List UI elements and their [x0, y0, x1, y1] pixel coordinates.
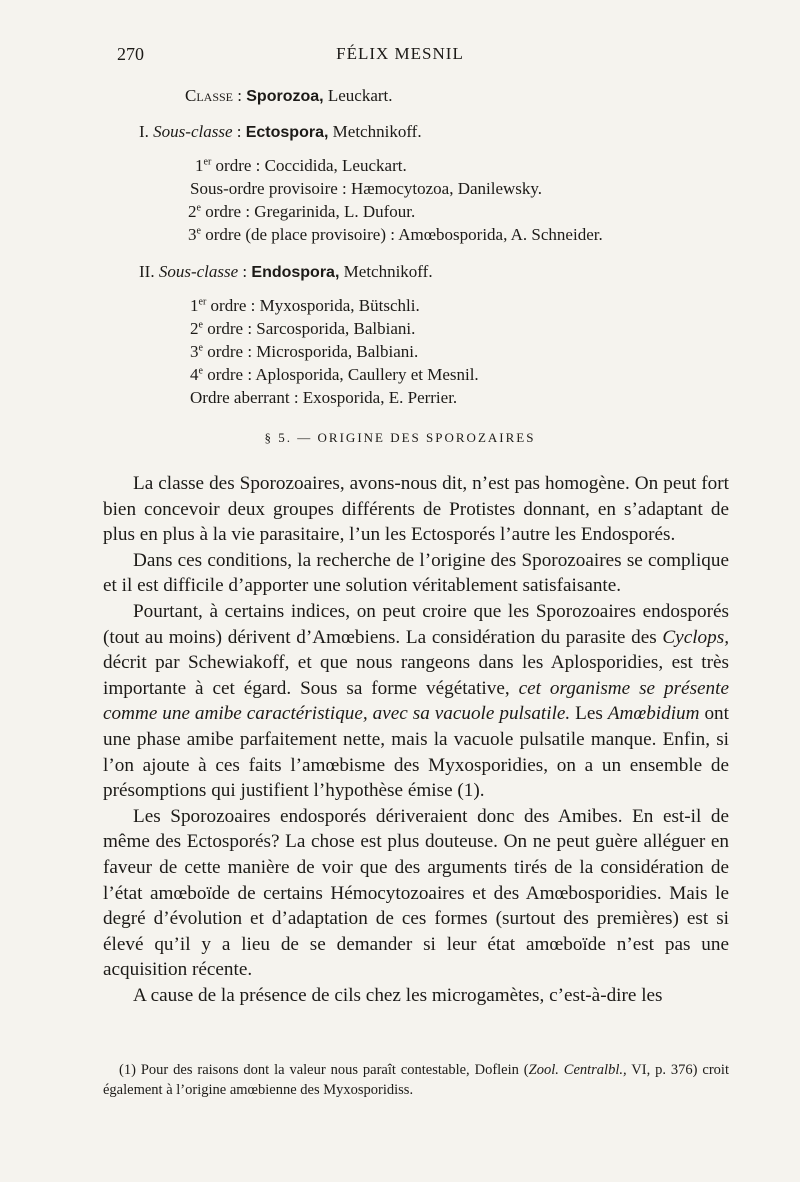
order-line: [195, 156, 407, 176]
paragraph: Dans ces conditions, la recherche de l’origine des Sporozoaires se complique et il est difficile d’apporter une solution véritablement satisfaisante.: [103, 549, 729, 597]
page-number: 270: [117, 44, 144, 64]
subclass-numeral: I.: [139, 122, 149, 141]
text-run: Les: [570, 703, 608, 725]
order-ordinal: e: [198, 342, 203, 354]
order-number: 3: [188, 225, 197, 244]
text-run: Pourtant, à certains indices, on peut croire que les Sporozoaires endosporés (tout au moins) dérivent d’Amœbiens. La considération du parasite des: [103, 600, 729, 648]
order-number: 1: [195, 156, 204, 175]
order-ordinal: er: [198, 296, 207, 308]
footnote-text: VI, p. 376) croit également à l’origine amœbienne des Myxosporidiss.: [103, 1062, 729, 1098]
section-dash: —: [292, 430, 318, 445]
aberrant-order-line: [190, 388, 457, 408]
classe-sep: :: [233, 86, 247, 105]
subclass-numeral: II.: [139, 262, 155, 281]
order-line: [188, 225, 603, 245]
order-text: ordre : Aplosporida, Caullery et Mesnil.: [202, 365, 479, 384]
order-ordinal: er: [203, 156, 212, 168]
order-text: Ordre aberrant : Exosporida, E. Perrier.: [190, 388, 458, 407]
running-title: FÉLIX MESNIL: [336, 44, 464, 63]
subclass-authority: Metchnikoff.: [339, 262, 433, 281]
section-title: ORIGINE DES SPOROZAIRES: [317, 430, 536, 445]
footnote-text: (1) Pour des raisons dont la valeur nous paraît contestable, Doflein (: [119, 1062, 529, 1078]
suborder-line: [190, 179, 542, 199]
order-line: [190, 342, 418, 362]
paragraph: A cause de la présence de cils chez les microgamètes, c’est-à-dire les: [133, 984, 663, 1006]
classe-label: Classe: [185, 86, 234, 105]
text-run: décrit par Schewiakoff, et que nous rangeons dans les Aplosporidies, est très importante à cet égard. Sous sa forme végétative,: [103, 652, 729, 699]
order-ordinal: e: [196, 202, 201, 214]
genus-name: Amœbidium: [607, 703, 700, 725]
text-run: ont une phase amibe parfaitement nette, mais la vacuole pulsatile manque. Enfin, si l’on ajoute à ces faits l’amœbisme des Myxosporidies, on a un ensemble de présomptions qui justifient l’hypothèse émise (1).: [103, 703, 729, 802]
subclass-sep: :: [232, 122, 246, 141]
order-text: ordre (de place provisoire) : Amœbosporida, A. Schneider.: [200, 225, 603, 244]
subclass-label: Sous-classe: [158, 262, 239, 281]
order-number: 2: [190, 319, 199, 338]
order-text: ordre : Microsporida, Balbiani.: [202, 342, 419, 361]
order-line: [190, 296, 420, 316]
subclass-taxon: Ectospora,: [245, 124, 329, 141]
order-ordinal: e: [198, 365, 203, 377]
order-line: [190, 365, 479, 385]
classe-line: [185, 86, 393, 106]
order-number: 3: [190, 342, 199, 361]
running-head: [0, 44, 800, 70]
classe-taxon: Sporozoa,: [246, 88, 324, 105]
genus-name: Cyclops,: [662, 626, 729, 648]
journal-title: Zool. Centralbl.,: [528, 1062, 627, 1078]
order-number: 2: [188, 202, 197, 221]
subclass-authority: Metchnikoff.: [328, 122, 422, 141]
subclass-sep: :: [238, 262, 252, 281]
order-text: ordre : Myxosporida, Bütschli.: [206, 296, 420, 315]
subclass-label: Sous-classe: [153, 122, 233, 141]
order-number: 1: [190, 296, 199, 315]
body-text: [103, 471, 729, 1008]
paragraph: Les Sporozoaires endosporés dériveraient donc des Amibes. En est-il de même des Ectosporés? La chose est plus douteuse. On ne peut guère alléguer en faveur de cette manière de voir que des arguments tirés de la considération de l’état amœboïde de certains Hémocytozoaires et des Amœbosporidies. Mais le degré d’évolution et d’adaptation de ces formes (surtout des premières) est si élevé qu’il y a lieu de se demander si leur état amœboïde n’est pas une acquisition récente.: [103, 805, 729, 981]
subclass-endospora-line: [139, 262, 433, 282]
footnote: [103, 1060, 729, 1100]
order-ordinal: e: [196, 225, 201, 237]
order-text: ordre : Coccidida, Leuckart.: [211, 156, 407, 175]
order-text: Sous-ordre provisoire : Hæmocytozoa, Danilewsky.: [190, 179, 543, 198]
paragraph: [103, 599, 729, 804]
order-ordinal: e: [198, 319, 203, 331]
order-line: [188, 202, 415, 222]
quoted-description: cet organisme se présente comme une amibe caractéristique, avec sa vacuole pulsatile.: [103, 677, 730, 725]
section-number: § 5.: [264, 430, 293, 445]
section-heading: [0, 430, 800, 446]
order-line: [190, 319, 415, 339]
order-text: ordre : Gregarinida, L. Dufour.: [200, 202, 416, 221]
subclass-taxon: Endospora,: [251, 264, 340, 281]
order-text: ordre : Sarcosporida, Balbiani.: [202, 319, 416, 338]
subclass-ectospora-line: [139, 122, 422, 142]
paragraph: La classe des Sporozoaires, avons-nous dit, n’est pas homogène. On peut fort bien concevoir deux groupes différents de Protistes donnant, en s’adaptant de plus en plus à la vie parasitaire, l’un les Ectosporés l’autre les Endosporés.: [103, 473, 729, 546]
order-number: 4: [190, 365, 199, 384]
classe-authority: Leuckart.: [323, 86, 393, 105]
